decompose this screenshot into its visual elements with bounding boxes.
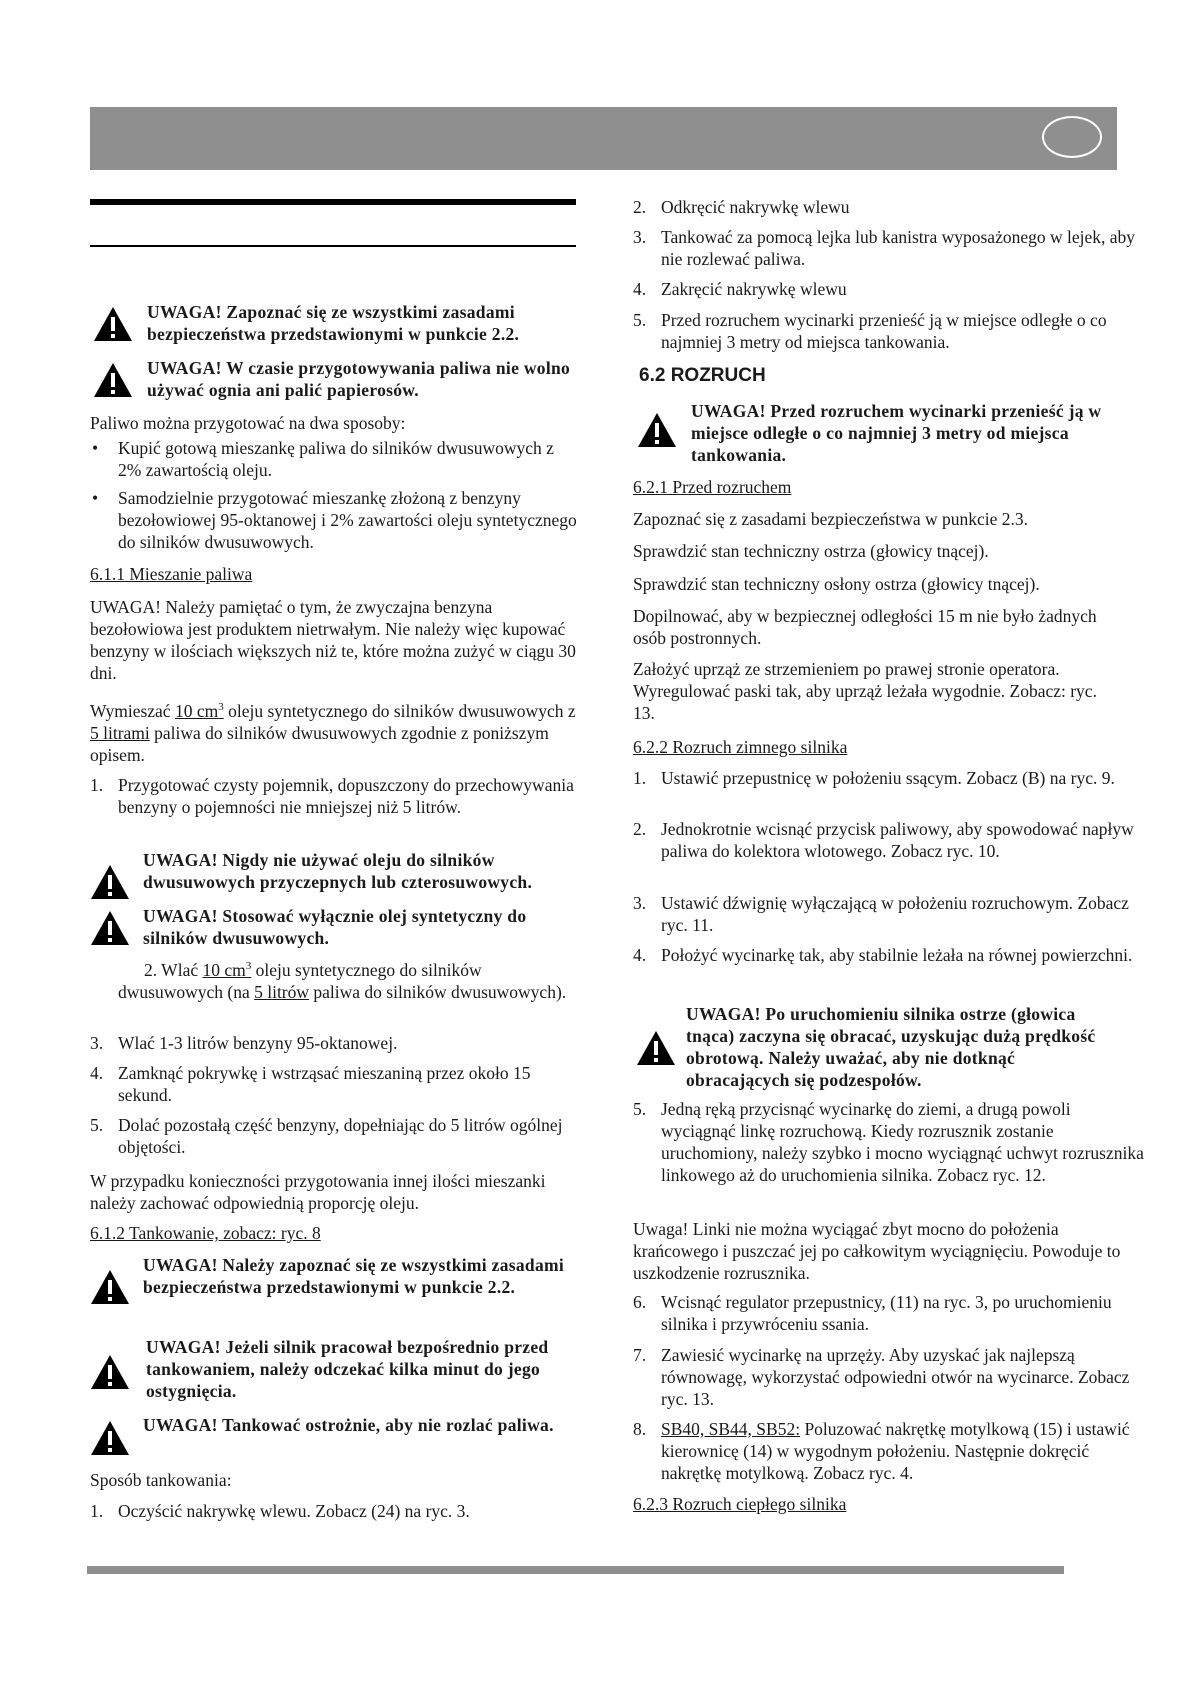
warning-no-fire: UWAGA! W czasie przygotowywania paliwa nie wolno używać ognia ani palić papierosów. xyxy=(147,358,571,400)
refuel-method: Sposób tankowania: xyxy=(90,1470,232,1490)
warning-icon xyxy=(636,1030,676,1066)
language-badge xyxy=(1042,116,1102,158)
check-guard: Sprawdzić stan techniczny osłony ostrza (głowicy tnącej). xyxy=(633,574,1040,594)
header-band xyxy=(90,107,1117,170)
list-item: 4. Zamknąć pokrywkę i wstrząsać mieszaniną przez około 15 sekund. xyxy=(90,1063,531,1105)
warning-rotating-blade: UWAGA! Po uruchomieniu silnika ostrze (głowica tnąca) zaczyna się obracać, uzyskując dużą prędkość obrotową. Należy uważać, aby nie dotknąć obracających się podzespołów. xyxy=(686,1004,1096,1090)
fuel-intro: Paliwo można przygotować na dwa sposoby: xyxy=(90,413,406,433)
check-safety: Zapoznać się z zasadami bezpieczeństwa w punkcie 2.3. xyxy=(633,509,1029,529)
section-heading-6-2: 6.2 ROZRUCH xyxy=(639,365,766,386)
list-item: 3. Tankować za pomocą lejka lub kanistra wyposażonego w lejek, aby nie rozlewać paliwa. xyxy=(633,227,1136,269)
list-item: 5. Przed rozruchem wycinarki przenieść ją w miejsce odległe o co najmniej 3 metry od miejsca tankowania. xyxy=(633,310,1107,352)
list-item: 5. Jedną ręką przycisnąć wycinarkę do ziemi, a drugą powoli wyciągnąć linkę rozruchową. Kiedy rozrusznik zostanie uruchomiony, należy szybko i mocno wyciągnąć uchwyt rozrusznika linkowego aż do uruchomienia silnika. Zobacz ryc. 12. xyxy=(633,1099,1144,1185)
list-item: • Kupić gotową mieszankę paliwa do silników dwusuwowych z 2% zawartością oleju. xyxy=(92,438,554,480)
warning-oil-type: UWAGA! Nigdy nie używać oleju do silników dwusuwowych przyczepnych lub czterosuwowych. xyxy=(143,850,533,892)
warning-synthetic-oil: UWAGA! Stosować wyłącznie olej syntetyczny do silników dwusuwowych. xyxy=(143,906,527,948)
proportion-note: W przypadku konieczności przygotowania innej ilości mieszanki należy zachować odpowiednią proporcję oleju. xyxy=(90,1171,546,1213)
section-rule-thick xyxy=(90,199,576,205)
list-item: 4. Zakręcić nakrywkę wlewu xyxy=(633,279,847,299)
cord-warning-note: Uwaga! Linki nie można wyciągać zbyt mocno do położenia krańcowego i puszczać jej po całkowitym wyciągnięciu. Powoduje to uszkodzenie rozrusznika. xyxy=(633,1219,1121,1283)
list-item: 2. Wlać 10 $cm^3$ oleju syntetycznego do silników dwusuwowych (na 5 litrów paliwa do silników dwusuwowych). xyxy=(118,960,567,1002)
footer-rule xyxy=(87,1566,1064,1574)
list-item: 5. Dolać pozostałą część benzyny, dopełniając do 5 litrów ogólnej objętości. xyxy=(90,1115,563,1157)
list-item: 6. Wcisnąć regulator przepustnicy, (11) na ryc. 3, po uruchomieniu silnika i przywróceniu ssania. xyxy=(633,1292,1112,1334)
subsection-6-2-2: 6.2.2 Rozruch zimnego silnika xyxy=(633,737,848,757)
warning-safety-rules: UWAGA! Zapoznać się ze wszystkimi zasadami bezpieczeństwa przedstawionymi w punkcie 2.2. xyxy=(147,302,520,344)
subsection-6-1-1: 6.1.1 Mieszanie paliwa xyxy=(90,564,253,584)
check-blade: Sprawdzić stan techniczny ostrza (głowicy tnącej). xyxy=(633,541,989,561)
list-item: 8. SB40, SB44, SB52: Poluzować nakrętkę motylkową (15) i ustawić kierownicę (14) w wygodnym położeniu. Następnie dokręcić nakrętkę motylkową. Zobacz ryc. 4. xyxy=(633,1419,1130,1483)
list-item: 3. Wlać 1-3 litrów benzyny 95-oktanowej. xyxy=(90,1033,398,1053)
warning-icon xyxy=(93,306,133,342)
warning-careful-refuel: UWAGA! Tankować ostrożnie, aby nie rozlać paliwa. xyxy=(143,1415,554,1435)
list-item: • Samodzielnie przygotować mieszankę złożoną z benzyny bezołowiowej 95-oktanowej i 2% zawartości oleju syntetycznego do silników dwusuwowych. xyxy=(92,488,577,552)
subsection-6-2-1: 6.2.1 Przed rozruchem xyxy=(633,477,792,497)
warning-icon xyxy=(90,1420,130,1456)
warning-refuel-rules: UWAGA! Należy zapoznać się ze wszystkimi zasadami bezpieczeństwa przedstawionymi w punkcie 2.2. xyxy=(143,1255,565,1297)
subsection-6-2-3: 6.2.3 Rozruch ciepłego silnika xyxy=(633,1494,847,1514)
check-bystanders: Dopilnować, aby w bezpiecznej odległości 15 m nie było żadnych osób postronnych. xyxy=(633,606,1097,648)
warning-icon xyxy=(637,412,677,448)
list-item: 1. Przygotować czysty pojemnik, dopuszczony do przechowywania benzyny o pojemności nie mniejszej niż 5 litrów. xyxy=(90,775,574,817)
mix-instruction: Wymieszać 10 $cm^3$ oleju syntetycznego do silników dwusuwowych z 5 litrami paliwa do silników dwusuwowych zgodnie z poniższym opisem. xyxy=(90,701,576,765)
list-item: 3. Ustawić dźwignię wyłączającą w położeniu rozruchowym. Zobacz ryc. 11. xyxy=(633,893,1129,935)
warning-icon xyxy=(90,1269,130,1305)
warning-engine-cool: UWAGA! Jeżeli silnik pracował bezpośrednio przed tankowaniem, należy odczekać kilka minut do jego ostygnięcia. xyxy=(146,1337,549,1401)
warning-icon xyxy=(90,1354,130,1390)
list-item: 2. Odkręcić nakrywkę wlewu xyxy=(633,197,850,217)
petrol-note: UWAGA! Należy pamiętać o tym, że zwyczajna benzyna bezołowiowa jest produktem nietrwałym. Nie należy więc kupować benzyny w ilościach większych niż te, które można zużyć w ciągu 30 dni. xyxy=(90,597,576,683)
list-item: 1. Ustawić przepustnicę w położeniu ssącym. Zobacz (B) na ryc. 9. xyxy=(633,768,1115,788)
warning-icon xyxy=(93,362,133,398)
warning-icon xyxy=(90,864,130,900)
list-item: 7. Zawiesić wycinarkę na uprzęży. Aby uzyskać jak najlepszą równowagę, wykorzystać odpowiedni otwór na wycinarce. Zobacz ryc. 13. xyxy=(633,1345,1130,1409)
warning-icon xyxy=(90,910,130,946)
harness-note: Założyć uprząż ze strzemieniem po prawej stronie operatora. Wyregulować paski tak, aby uprząż leżała wygodnie. Zobacz: ryc. 13. xyxy=(633,659,1097,723)
list-item: 2. Jednokrotnie wcisnąć przycisk paliwowy, aby spowodować napływ paliwa do kolektora wlotowego. Zobacz ryc. 10. xyxy=(633,819,1134,861)
warning-start-distance: UWAGA! Przed rozruchem wycinarki przenieść ją w miejsce odległe o co najmniej 3 metry od miejsca tankowania. xyxy=(691,401,1102,465)
subsection-6-1-2: 6.1.2 Tankowanie, zobacz: ryc. 8 xyxy=(90,1223,321,1243)
list-item: 4. Położyć wycinarkę tak, aby stabilnie leżała na równej powierzchni. xyxy=(633,945,1133,965)
list-item: 1. Oczyścić nakrywkę wlewu. Zobacz (24) na ryc. 3. xyxy=(90,1501,470,1521)
section-rule-thin xyxy=(90,245,576,247)
